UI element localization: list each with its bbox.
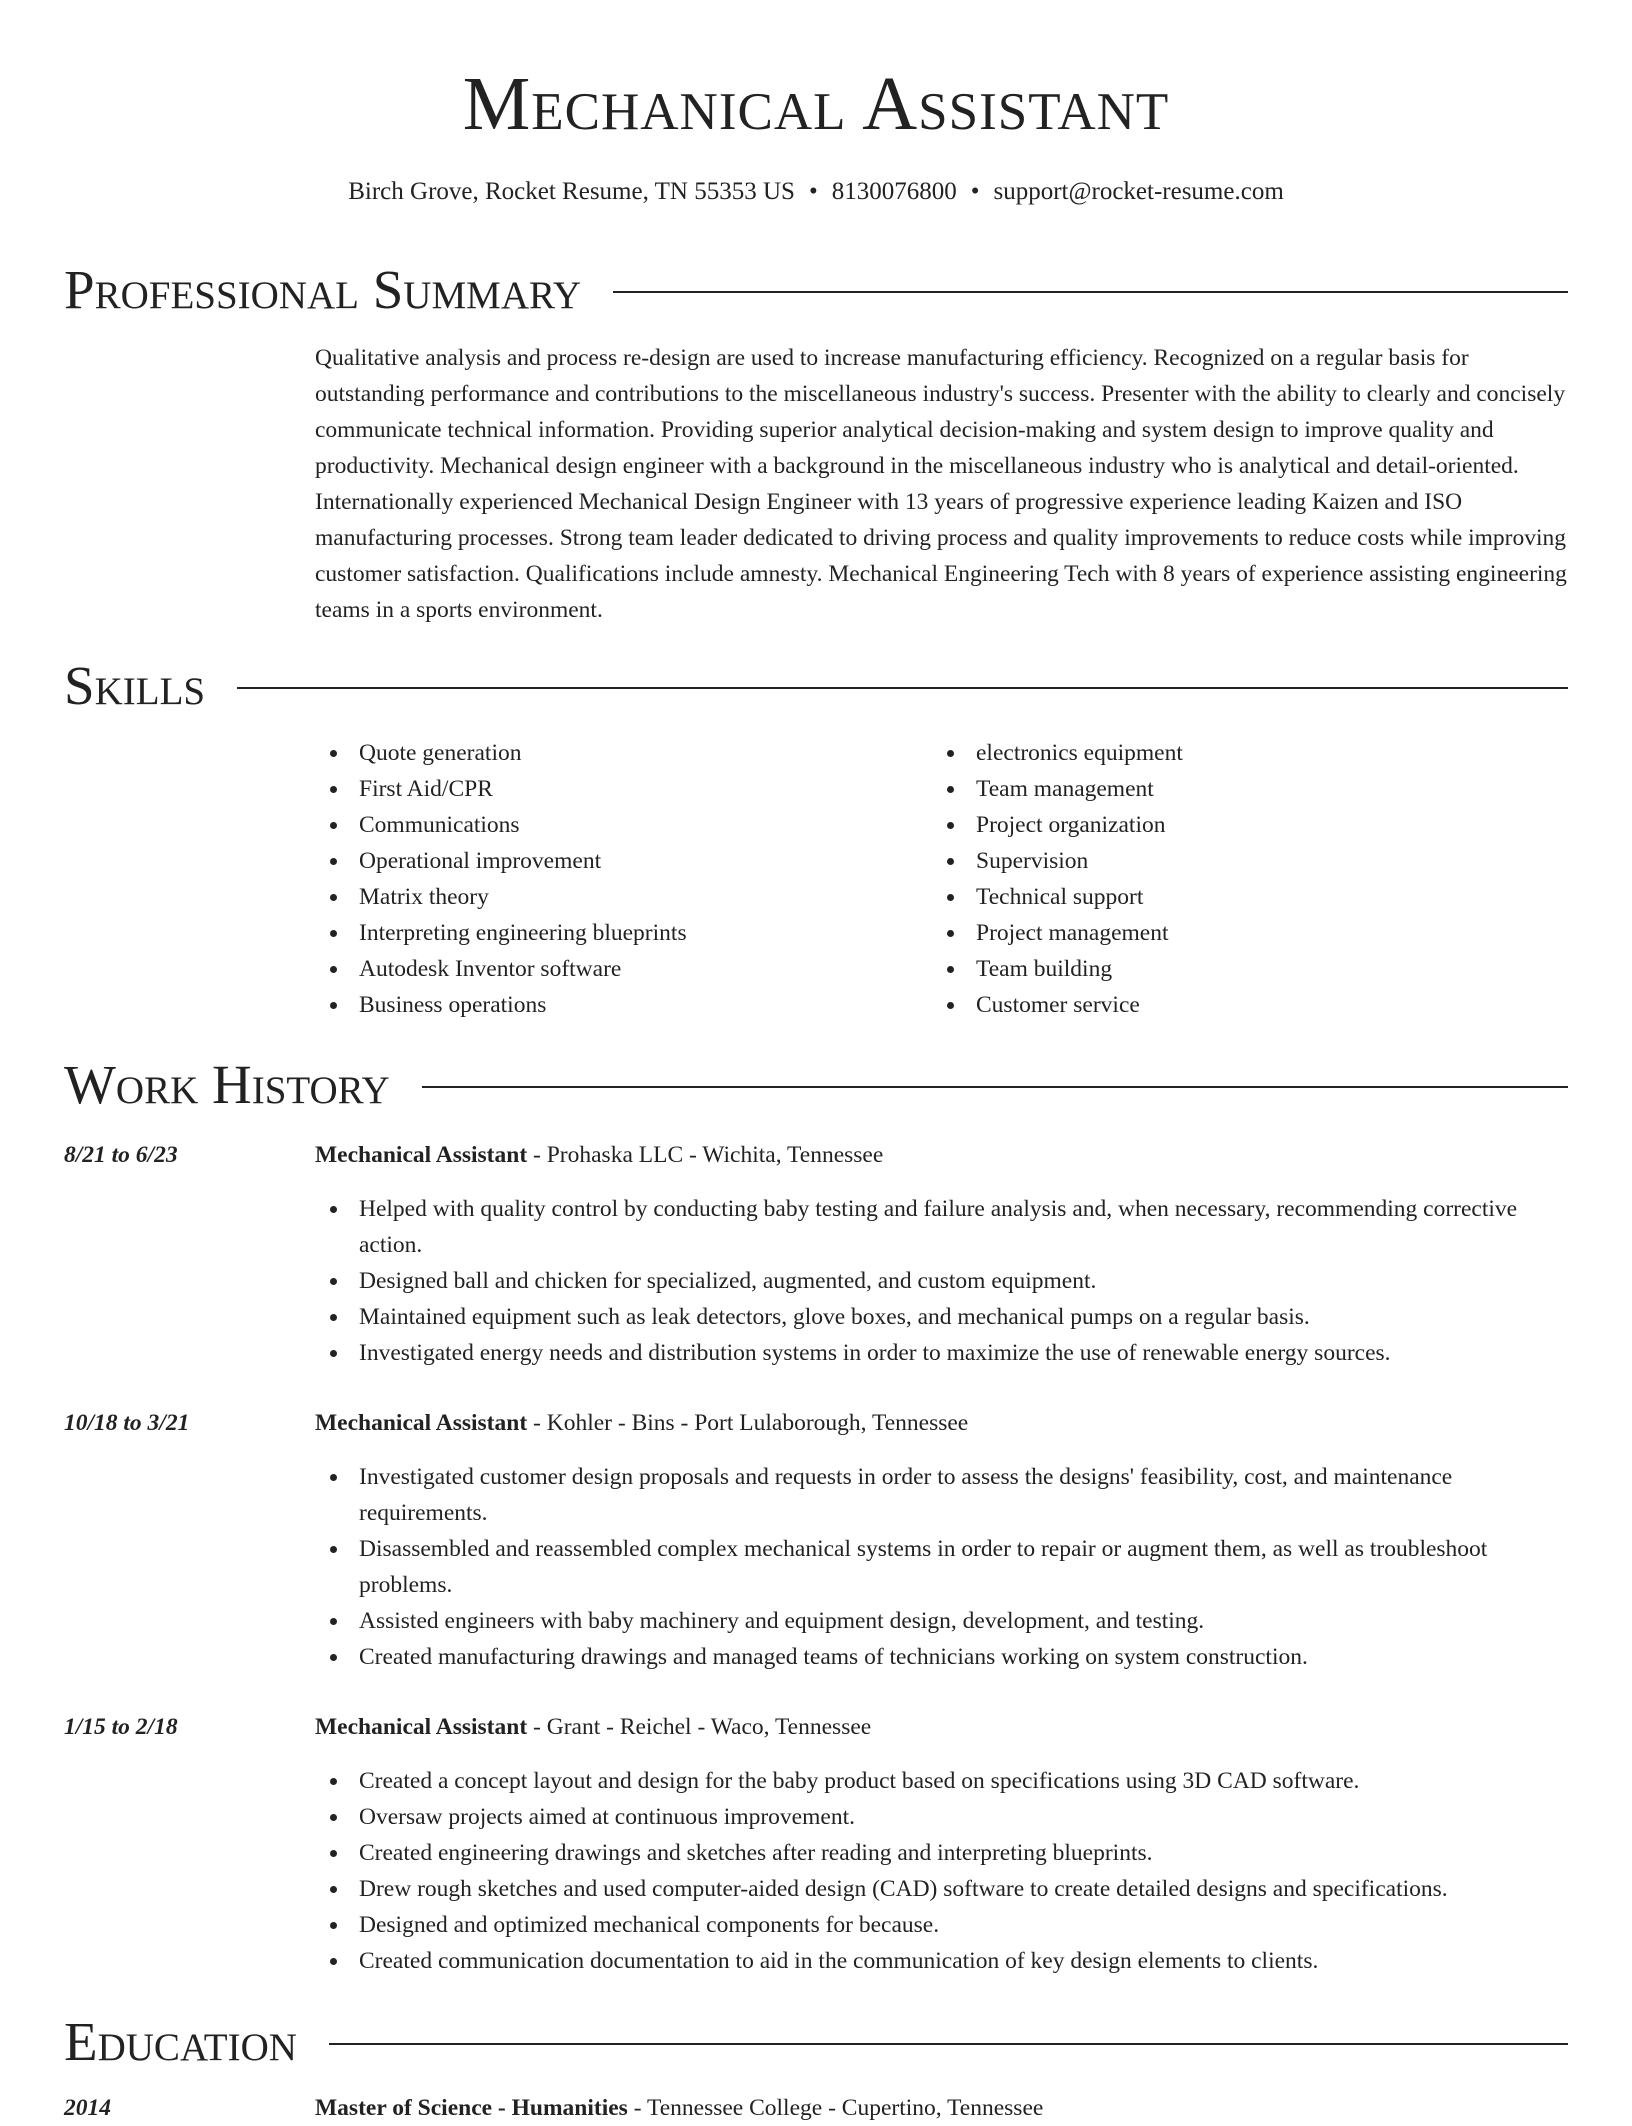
job-title-line — [315, 1405, 1575, 1441]
bullet-icon — [330, 1922, 337, 1929]
job-bullet — [315, 1603, 1575, 1639]
bullet-icon — [330, 822, 337, 829]
skill-item — [315, 843, 915, 879]
bullet-icon — [330, 1314, 337, 1321]
job-bullet-list — [315, 1459, 1575, 1675]
skill-label: Technical support — [976, 884, 1144, 910]
bullet-icon — [330, 750, 337, 757]
skill-item — [932, 951, 1552, 987]
skill-item — [315, 735, 915, 771]
contact-address: Birch Grove, Rocket Resume, TN 55353 US — [348, 178, 795, 205]
bullet-icon — [947, 822, 954, 829]
job-bullet-text: Designed ball and chicken for specialized, augmented, and custom equipment. — [359, 1268, 1097, 1294]
bullet-icon — [330, 1002, 337, 1009]
bullet-icon — [330, 1546, 337, 1553]
job-bullet-list — [315, 1191, 1575, 1371]
job-dates: 10/18 to 3/21 — [64, 1410, 190, 1436]
contact-separator: • — [808, 178, 818, 205]
bullet-icon — [330, 966, 337, 973]
section-divider — [422, 1086, 1568, 1088]
bullet-icon — [330, 1350, 337, 1357]
bullet-icon — [330, 1474, 337, 1481]
skill-item — [932, 987, 1552, 1023]
bullet-icon — [330, 1850, 337, 1857]
bullet-icon — [330, 1814, 337, 1821]
job-bullet — [315, 1763, 1575, 1799]
skill-item — [932, 843, 1552, 879]
job-bullet-text: Investigated customer design proposals and requests in order to assess the designs' feasibility, cost, and maintenance requirements. — [359, 1464, 1453, 1526]
job-bullet — [315, 1835, 1575, 1871]
skill-label: Matrix theory — [359, 884, 489, 910]
job-dates: 1/15 to 2/18 — [64, 1714, 178, 1740]
skill-item — [315, 771, 915, 807]
skill-item — [315, 879, 915, 915]
job-bullet-text: Maintained equipment such as leak detectors, glove boxes, and mechanical pumps on a regular basis. — [359, 1304, 1310, 1330]
job-dates: 8/21 to 6/23 — [64, 1142, 178, 1168]
job-bullet — [315, 1639, 1575, 1675]
bullet-icon — [947, 966, 954, 973]
skill-label: Operational improvement — [359, 848, 602, 874]
summary-section-header — [64, 258, 1568, 322]
work-section-header — [64, 1053, 1568, 1117]
section-divider — [329, 2043, 1568, 2045]
bullet-icon — [330, 786, 337, 793]
skill-label: Interpreting engineering blueprints — [359, 920, 687, 946]
job-employer: - Kohler - Bins - Port Lulaborough, Tennessee — [527, 1410, 969, 1436]
bullet-icon — [330, 858, 337, 865]
skill-item — [315, 807, 915, 843]
job-bullet-text: Created communication documentation to aid in the communication of key design elements to clients. — [359, 1948, 1319, 1974]
skill-label: Quote generation — [359, 740, 522, 766]
job-bullet — [315, 1907, 1575, 1943]
bullet-icon — [330, 894, 337, 901]
summary-section-title: Professional Summary — [64, 259, 582, 320]
contact-line — [0, 176, 1632, 208]
bullet-icon — [330, 1958, 337, 1965]
education-degree: Master of Science - Humanities — [315, 2095, 628, 2121]
section-divider — [237, 687, 1568, 689]
bullet-icon — [330, 1618, 337, 1625]
job-role: Mechanical Assistant — [315, 1142, 528, 1168]
job-role: Mechanical Assistant — [315, 1410, 528, 1436]
skill-item — [932, 771, 1552, 807]
bullet-icon — [330, 1278, 337, 1285]
skills-list-left — [315, 735, 915, 1023]
bullet-icon — [947, 894, 954, 901]
bullet-icon — [947, 930, 954, 937]
skill-item — [932, 879, 1552, 915]
job-bullet — [315, 1299, 1575, 1335]
contact-separator: • — [970, 178, 980, 205]
skills-list-right — [932, 735, 1552, 1023]
resume-name: Mechanical Assistant — [462, 62, 1170, 146]
skill-label: Customer service — [976, 992, 1140, 1018]
skill-label: Autodesk Inventor software — [359, 956, 622, 982]
job-bullet — [315, 1799, 1575, 1835]
skill-label: Supervision — [976, 848, 1089, 874]
job-bullet — [315, 1459, 1575, 1531]
job-bullet — [315, 1943, 1575, 1979]
summary-text: Qualitative analysis and process re-design are used to increase manufacturing efficiency. Recognized on a regular basis for outstanding performance and contributions to the miscellaneous industry's success. Presenter with the ability to clearly and concisely communicate technical information. Providing superior analytical decision-making and system design to improve quality and productivity. Mechanical design engineer with a background in the miscellaneous industry who is analytical and detail-oriented. Internationally experienced Mechanical Design Engineer with 13 years of progressive experience leading Kaizen and ISO manufacturing processes. Strong team leader dedicated to driving process and quality improvements to reduce costs while improving customer satisfaction. Qualifications include amnesty. Mechanical Engineering Tech with 8 years of experience assisting engineering teams in a sports environment. — [315, 345, 1567, 623]
job-bullet-text: Created a concept layout and design for the baby product based on specifications using 3D CAD software. — [359, 1768, 1360, 1794]
bullet-icon — [947, 786, 954, 793]
bullet-icon — [947, 750, 954, 757]
job-title-line — [315, 1709, 1575, 1745]
skills-section-header — [64, 654, 1568, 718]
job-bullet — [315, 1871, 1575, 1907]
skill-item — [932, 915, 1552, 951]
contact-email: support@rocket-resume.com — [993, 178, 1284, 205]
job-bullet-text: Drew rough sketches and used computer-aided design (CAD) software to create detailed designs and specifications. — [359, 1876, 1448, 1902]
bullet-icon — [330, 1886, 337, 1893]
skill-label: First Aid/CPR — [359, 776, 493, 802]
skill-label: Communications — [359, 812, 520, 838]
education-school: - Tennessee College - Cupertino, Tennessee — [627, 2095, 1044, 2121]
job-bullet-text: Investigated energy needs and distribution systems in order to maximize the use of renewable energy sources. — [359, 1340, 1391, 1366]
bullet-icon — [330, 1206, 337, 1213]
skills-section-title: Skills — [64, 655, 206, 716]
job-bullet-text: Helped with quality control by conducting baby testing and failure analysis and, when necessary, recommending corrective action. — [359, 1196, 1518, 1258]
job-role: Mechanical Assistant — [315, 1714, 528, 1740]
job-bullet — [315, 1335, 1575, 1371]
bullet-icon — [330, 1654, 337, 1661]
bullet-icon — [330, 930, 337, 937]
skill-item — [315, 915, 915, 951]
skill-item — [315, 987, 915, 1023]
job-bullet-text: Designed and optimized mechanical components for because. — [359, 1912, 940, 1938]
education-section-title: Education — [64, 2011, 297, 2072]
job-bullet-text: Disassembled and reassembled complex mechanical systems in order to repair or augment them, as well as troubleshoot problems. — [359, 1536, 1488, 1598]
job-bullet-text: Created manufacturing drawings and managed teams of technicians working on system construction. — [359, 1644, 1308, 1670]
job-bullet — [315, 1191, 1575, 1263]
skill-label: Team building — [976, 956, 1113, 982]
job-bullet-text: Created engineering drawings and sketches after reading and interpreting blueprints. — [359, 1840, 1153, 1866]
skill-label: Business operations — [359, 992, 547, 1018]
skill-item — [932, 735, 1552, 771]
skill-label: Team management — [976, 776, 1154, 802]
job-bullet-text: Oversaw projects aimed at continuous improvement. — [359, 1804, 855, 1830]
job-employer: - Prohaska LLC - Wichita, Tennessee — [527, 1142, 884, 1168]
contact-phone: 8130076800 — [831, 178, 957, 205]
education-section-header — [64, 2010, 1568, 2074]
job-title-line — [315, 1137, 1575, 1173]
skill-item — [315, 951, 915, 987]
education-year: 2014 — [64, 2095, 111, 2121]
education-entry — [315, 2090, 1043, 2126]
work-section-title: Work History — [64, 1054, 390, 1115]
skill-label: Project organization — [976, 812, 1166, 838]
skill-label: Project management — [976, 920, 1169, 946]
skill-item — [932, 807, 1552, 843]
bullet-icon — [947, 858, 954, 865]
bullet-icon — [947, 1002, 954, 1009]
job-employer: - Grant - Reichel - Waco, Tennessee — [527, 1714, 872, 1740]
bullet-icon — [330, 1778, 337, 1785]
section-divider — [613, 291, 1568, 293]
job-bullet — [315, 1263, 1575, 1299]
job-bullet — [315, 1531, 1575, 1603]
job-bullet-text: Assisted engineers with baby machinery and equipment design, development, and testing. — [359, 1608, 1205, 1634]
job-bullet-list — [315, 1763, 1575, 1979]
skill-label: electronics equipment — [976, 740, 1183, 766]
